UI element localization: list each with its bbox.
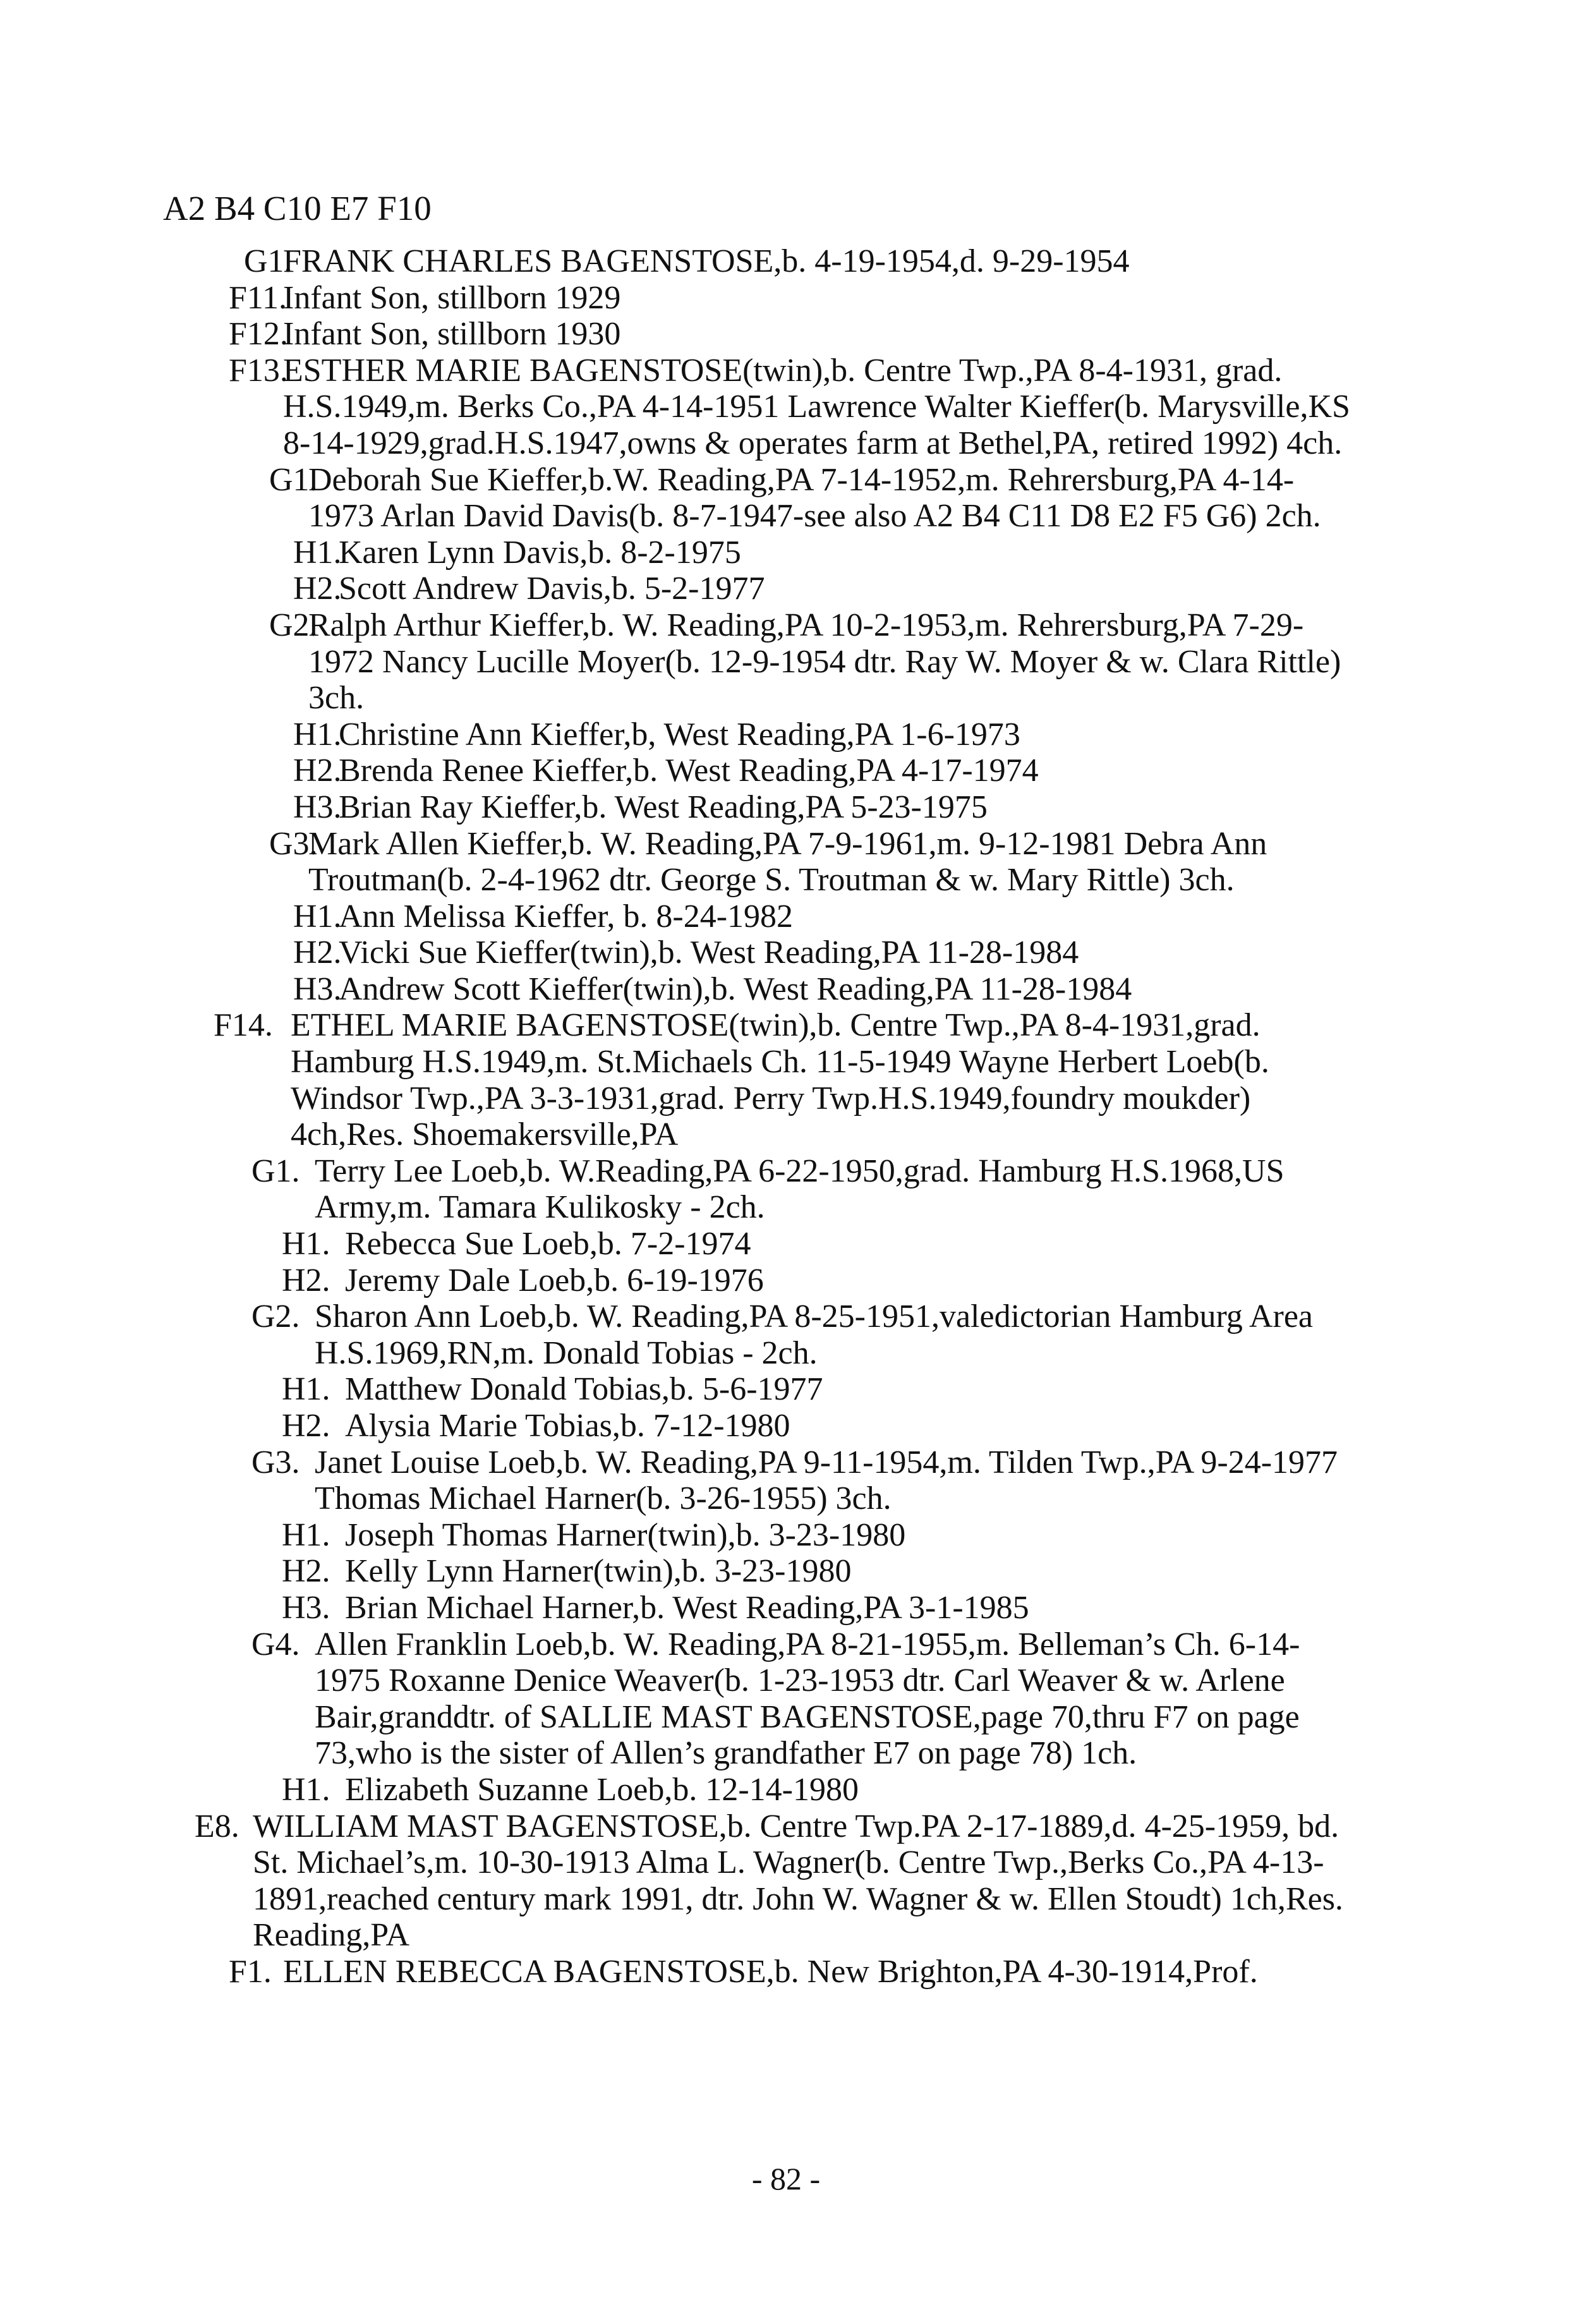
entry-text: Matthew Donald Tobias,b. 5-6-1977 [345,1371,823,1408]
entry-text: Janet Louise Loeb,b. W. Reading,PA 9-11-1954,m. Tilden Twp.,PA 9-24-1977 Thomas Michael Harner(b. 3-26-1955) 3ch. [315,1444,1338,1517]
page-header-lineage: A2 B4 C10 E7 F10 [163,189,432,227]
genealogy-entries [0,243,1572,1990]
entry-f14-ethel [214,1007,1352,1153]
entry-h1-karen [293,534,1350,571]
entry-f1-ellen [229,1953,1351,1990]
entry-label: F1. [229,1953,272,1990]
entry-text: Ann Melissa Kieffer, b. 8-24-1982 [339,898,794,935]
entry-text: Kelly Lynn Harner(twin),b. 3-23-1980 [345,1553,852,1590]
entry-g1-terry [251,1153,1351,1226]
entry-g2-sharon [251,1298,1351,1371]
entry-text: Mark Allen Kieffer,b. W. Reading,PA 7-9-1961,m. 9-12-1981 Debra Ann Troutman(b. 2-4-1962 dtr. George S. Troutman & w. Mary Rittle) 3ch. [308,825,1267,899]
entry-label: H2. [282,1262,330,1298]
entry-text: Brenda Renee Kieffer,b. West Reading,PA 4-17-1974 [339,753,1039,789]
entry-label: H3. [293,789,342,825]
entry-h2-scott [293,571,1350,607]
entry-h2-jeremy [282,1262,1350,1299]
entry-label: G2. [269,607,318,643]
entry-g1-frank [244,243,1345,280]
entry-h1-matthew [282,1371,1350,1408]
entry-g3-mark [269,825,1351,899]
entry-h1-elizabeth [282,1771,1350,1808]
entry-text: Alysia Marie Tobias,b. 7-12-1980 [345,1408,790,1444]
entry-text: Joseph Thomas Harner(twin),b. 3-23-1980 [345,1516,906,1553]
entry-label: G3. [251,1444,300,1480]
entry-h3-brian-ray [293,789,1350,826]
entry-h1-christine [293,716,1350,753]
entry-text: Sharon Ann Loeb,b. W. Reading,PA 8-25-1951,valedictorian Hamburg Area H.S.1969,RN,m. Donald Tobias - 2ch. [315,1298,1314,1371]
entry-f12 [229,316,1351,353]
entry-text: Jeremy Dale Loeb,b. 6-19-1976 [345,1262,764,1298]
entry-label: H3. [282,1589,330,1626]
entry-text: Terry Lee Loeb,b. W.Reading,PA 6-22-1950,grad. Hamburg H.S.1968,US Army,m. Tamara Kulikosky - 2ch. [315,1153,1285,1226]
entry-text: ETHEL MARIE BAGENSTOSE(twin),b. Centre Twp.,PA 8-4-1931,grad. Hamburg H.S.1949,m. St.Michaels Ch. 11-5-1949 Wayne Herbert Loeb(b. Windsor Twp.,PA 3-3-1931,grad. Perry Twp.H.S.1949,foundry moukder) 4ch,Res. Shoemakersville,PA [291,1007,1269,1153]
entry-text: Andrew Scott Kieffer(twin),b. West Reading,PA 11-28-1984 [339,971,1132,1007]
entry-g4-allen [251,1626,1351,1772]
entry-label: H2. [282,1553,330,1590]
entry-label: G1. [269,461,318,498]
entry-text: Deborah Sue Kieffer,b.W. Reading,PA 7-14-1952,m. Rehrersburg,PA 4-14-1973 Arlan David Davis(b. 8-7-1947-see also A2 B4 C11 D8 E2 F5 G6) 2ch. [308,461,1321,535]
entry-text: ESTHER MARIE BAGENSTOSE(twin),b. Centre Twp.,PA 8-4-1931, grad. H.S.1949,m. Berks Co.,PA 4-14-1951 Lawrence Walter Kieffer(b. Marysville,KS 8-14-1929,grad.H.S.1947,owns & operates farm at Bethel,PA, retired 1992) 4ch. [283,352,1350,461]
entry-label: H1. [293,534,342,571]
entry-label: G3. [269,825,318,862]
entry-h3-brian-michael [282,1589,1350,1626]
entry-label: H1. [282,1226,330,1262]
entry-h2-kelly [282,1553,1350,1590]
entry-text: Ralph Arthur Kieffer,b. W. Reading,PA 10-2-1953,m. Rehrersburg,PA 7-29-1972 Nancy Lucille Moyer(b. 12-9-1954 dtr. Ray W. Moyer & w. Clara Rittle) 3ch. [308,607,1341,717]
entry-label: H1. [282,1516,330,1553]
entry-label: E8. [195,1808,239,1844]
entry-h1-rebecca [282,1226,1350,1262]
entry-text: Infant Son, stillborn 1929 [283,279,621,316]
entry-text: Vicki Sue Kieffer(twin),b. West Reading,PA 11-28-1984 [339,935,1079,971]
entry-label: H2. [282,1408,330,1444]
entry-g1-deborah [269,461,1351,535]
entry-h1-joseph [282,1516,1350,1554]
entry-label: G2. [251,1298,300,1335]
entry-text: ELLEN REBECCA BAGENSTOSE,b. New Brighton,PA 4-30-1914,Prof. [283,1953,1258,1990]
entry-label: F14. [214,1007,273,1044]
entry-g2-ralph [269,607,1351,717]
entry-h2-brenda [293,753,1350,789]
entry-text: Rebecca Sue Loeb,b. 7-2-1974 [345,1226,751,1262]
entry-label: G4. [251,1626,300,1662]
entry-label: H2. [293,571,342,607]
entry-text: FRANK CHARLES BAGENSTOSE,b. 4-19-1954,d. 9-29-1954 [283,243,1130,279]
entry-label: H1. [282,1371,330,1408]
entry-text: Brian Michael Harner,b. West Reading,PA 3-1-1985 [345,1589,1029,1626]
entry-label: G1. [244,243,293,279]
entry-f11 [229,279,1351,317]
entry-label: H1. [282,1771,330,1808]
page-number: - 82 - [751,2161,821,2196]
entry-text: Christine Ann Kieffer,b, West Reading,PA 1-6-1973 [339,716,1020,753]
entry-text: WILLIAM MAST BAGENSTOSE,b. Centre Twp.PA 2-17-1889,d. 4-25-1959, bd. St. Michael’s,m. 10-30-1913 Alma L. Wagner(b. Centre Twp.,Berks Co.,PA 4-13-1891,reached century mark 1991, dtr. John W. Wagner & w. Ellen Stoudt) 1ch,Res. Reading,PA [253,1808,1343,1954]
entry-g3-janet [251,1444,1351,1517]
entry-text: Elizabeth Suzanne Loeb,b. 12-14-1980 [345,1771,859,1808]
entry-h2-vicki [293,935,1350,971]
entry-text: Allen Franklin Loeb,b. W. Reading,PA 8-21-1955,m. Belleman’s Ch. 6-14-1975 Roxanne Denice Weaver(b. 1-23-1953 dtr. Carl Weaver & w. Arlene Bair,granddtr. of SALLIE MAST BAGENSTOSE,page 70,thru F7 on page 73,who is the sister of Allen’s grandfather E7 on page 78) 1ch. [315,1626,1300,1772]
entry-text: Karen Lynn Davis,b. 8-2-1975 [339,534,741,571]
entry-label: F12. [229,316,288,353]
entry-label: H3. [293,971,342,1007]
entry-text: Brian Ray Kieffer,b. West Reading,PA 5-23-1975 [339,789,988,825]
entry-text: Scott Andrew Davis,b. 5-2-1977 [339,571,765,607]
entry-h3-andrew [293,971,1350,1008]
entry-f13-esther [229,352,1351,462]
entry-e8-william [195,1808,1352,1954]
entry-label: G1. [251,1153,300,1189]
entry-label: F13. [229,352,288,389]
entry-label: F11. [229,279,287,316]
entry-h1-ann [293,898,1350,935]
entry-h2-alysia [282,1408,1350,1444]
entry-label: H2. [293,935,342,971]
entry-text: Infant Son, stillborn 1930 [283,316,621,353]
entry-label: H1. [293,898,342,935]
entry-label: H1. [293,716,342,753]
entry-label: H2. [293,753,342,789]
